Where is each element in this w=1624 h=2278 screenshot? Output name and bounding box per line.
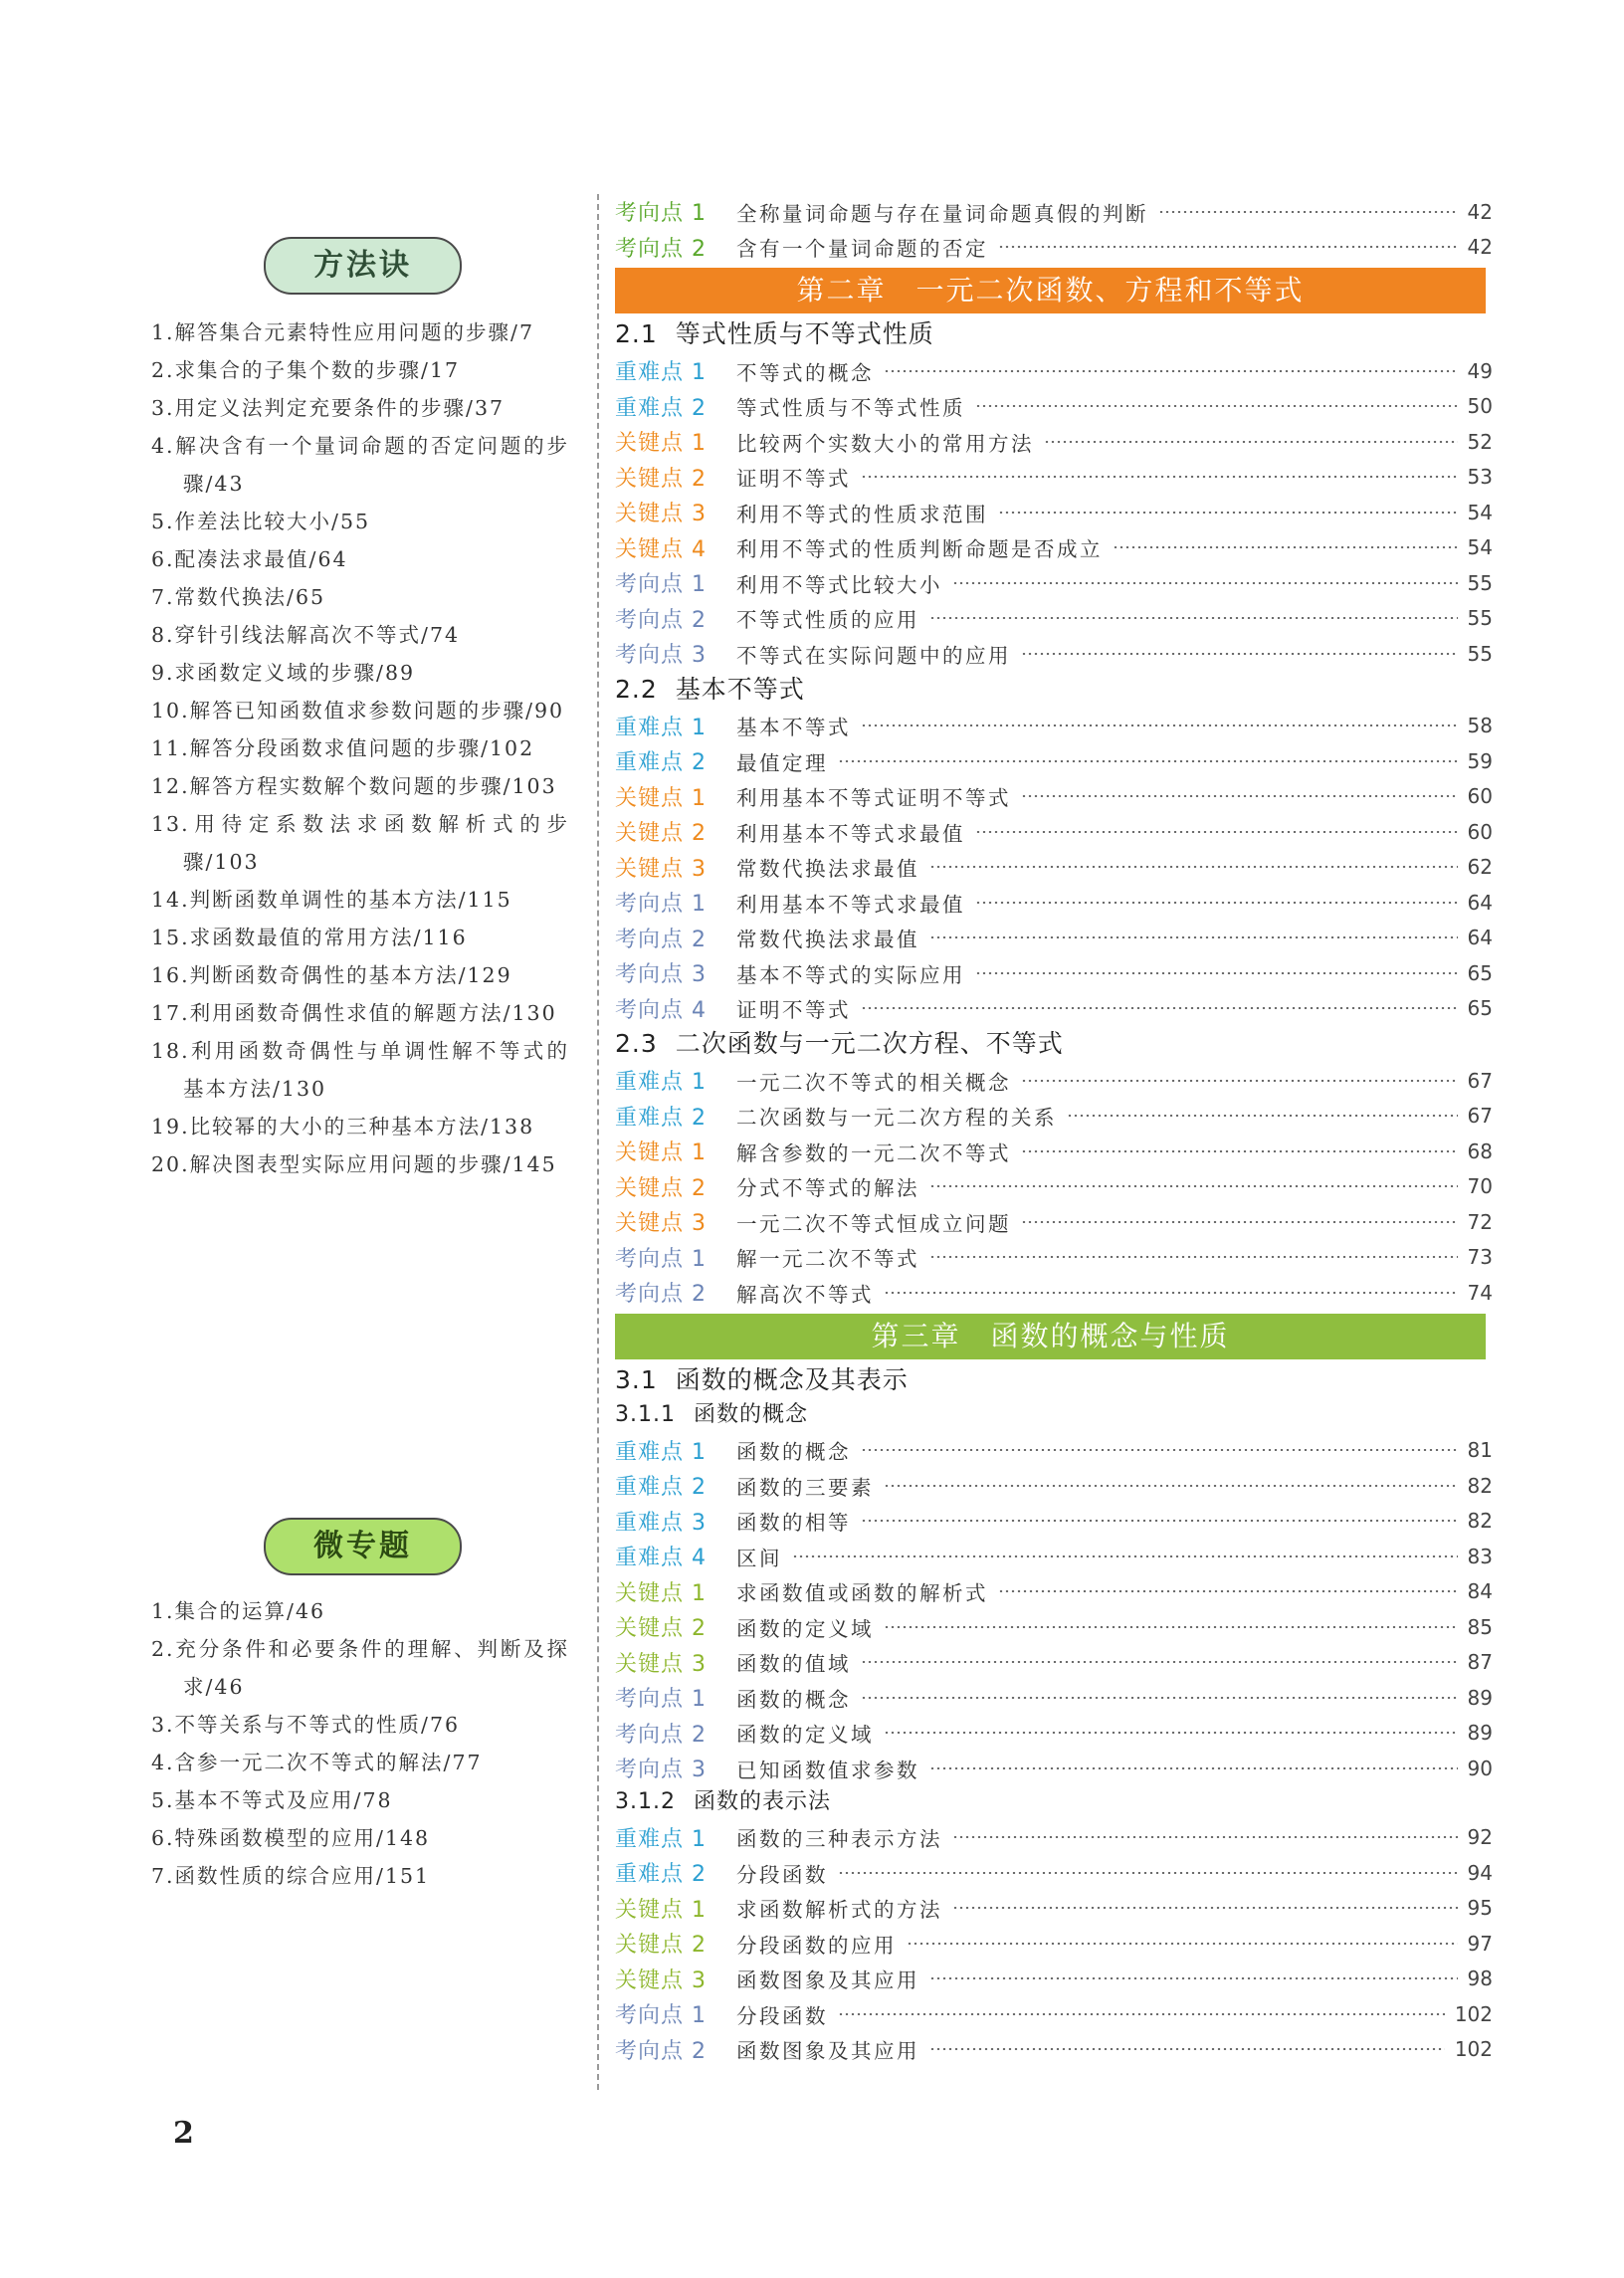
- toc-entry-title: 利用基本不等式证明不等式: [736, 786, 1011, 810]
- toc-entry[interactable]: [615, 1063, 1493, 1098]
- toc-entry-page: 58: [1467, 714, 1493, 737]
- dot-leader: [975, 902, 1458, 904]
- dot-leader: [792, 1555, 1458, 1557]
- section-title: 等式性质与不等式性质: [675, 319, 934, 348]
- toc-entry[interactable]: [615, 1716, 1493, 1751]
- dot-leader: [1158, 211, 1458, 213]
- page-number: 2: [173, 2116, 194, 2151]
- toc-entry-page: 84: [1467, 1579, 1493, 1603]
- toc-entry-title: 函数图象及其应用: [736, 2039, 919, 2063]
- toc-entry-page: 85: [1467, 1614, 1493, 1639]
- toc-entry-title: 利用基本不等式求最值: [736, 821, 965, 846]
- toc-entry[interactable]: [615, 1169, 1493, 1204]
- toc-entry-page: 64: [1467, 890, 1493, 915]
- dot-leader: [861, 1697, 1458, 1699]
- toc-entry[interactable]: [615, 1680, 1493, 1715]
- section-heading: [615, 672, 805, 708]
- dot-leader: [884, 370, 1458, 372]
- toc-entry-title: 利用基本不等式求最值: [736, 892, 965, 917]
- toc-entry-title: 全称量词命题与存在量词命题真假的判断: [736, 201, 1148, 226]
- dot-leader: [929, 1185, 1458, 1187]
- toc-entry-page: 81: [1467, 1438, 1493, 1462]
- toc-entry[interactable]: [615, 1204, 1493, 1239]
- toc-entry-title: 函数的概念: [736, 1440, 851, 1464]
- toc-entry-page: 60: [1467, 819, 1493, 844]
- toc-entry-tag: 关键点 3: [615, 1967, 707, 1993]
- toc-entry[interactable]: [615, 1891, 1493, 1926]
- dot-leader: [998, 512, 1458, 514]
- toc-entry-title: 比较两个实数大小的常用方法: [736, 431, 1034, 456]
- toc-entry[interactable]: [615, 1751, 1493, 1785]
- toc-entry-tag: 关键点 3: [615, 856, 707, 882]
- toc-entry-page: 102: [1454, 2001, 1493, 2026]
- toc-entry-title: 区间: [736, 1546, 782, 1570]
- toc-entry[interactable]: [615, 1574, 1493, 1609]
- toc-entry-tag: 关键点 1: [615, 1897, 707, 1923]
- list-item: 4.解决含有一个量词命题的否定问题的步骤/43: [151, 434, 569, 496]
- toc-entry-page: 89: [1467, 1685, 1493, 1710]
- toc-entry[interactable]: [615, 1240, 1493, 1275]
- toc-entry-tag: 考向点 2: [615, 1282, 707, 1307]
- toc-entry-title: 函数的概念: [736, 1687, 851, 1712]
- toc-entry-page: 52: [1467, 429, 1493, 454]
- toc-entry-page: 92: [1467, 1825, 1493, 1849]
- dot-leader: [884, 1292, 1458, 1294]
- list-item: 1.解答集合元素特性应用问题的步骤/7: [151, 320, 535, 344]
- list-item: 5.作差法比较大小/55: [151, 510, 371, 533]
- list-item: 5.基本不等式及应用/78: [151, 1788, 393, 1812]
- dot-leader: [884, 1626, 1458, 1628]
- toc-entry-tag: 关键点 1: [615, 785, 707, 811]
- dot-leader: [1021, 1080, 1458, 1082]
- toc-entry[interactable]: [615, 1099, 1493, 1134]
- toc-entry-page: 53: [1467, 465, 1493, 489]
- list-item: 10.解答已知函数值求参数问题的步骤/90: [151, 699, 565, 723]
- toc-entry-page: 73: [1467, 1245, 1493, 1269]
- toc-entry-tag: 关键点 2: [615, 1175, 707, 1201]
- toc-entry-tag: 重难点 2: [615, 1862, 707, 1887]
- list-item: 1.集合的运算/46: [151, 1599, 326, 1623]
- toc-entry-page: 65: [1467, 996, 1493, 1020]
- section-heading: [615, 1362, 909, 1398]
- dot-leader: [929, 2048, 1445, 2050]
- dot-leader: [884, 1485, 1458, 1487]
- toc-entry-title: 解高次不等式: [736, 1282, 874, 1307]
- dot-leader: [1021, 1150, 1458, 1152]
- toc-entry[interactable]: [615, 850, 1493, 885]
- section-title: 基本不等式: [675, 674, 805, 704]
- toc-entry-tag: 重难点 4: [615, 1546, 707, 1570]
- toc-entry-title: 含有一个量词命题的否定: [736, 237, 988, 261]
- toc-entry[interactable]: [615, 389, 1493, 424]
- toc-entry-page: 82: [1467, 1509, 1493, 1533]
- toc-entry-title: 一元二次不等式的相关概念: [736, 1070, 1011, 1095]
- dot-leader: [838, 760, 1458, 762]
- toc-entry[interactable]: [615, 1504, 1493, 1539]
- section-title: 函数的表示法: [693, 1788, 831, 1814]
- toc-entry-title: 证明不等式: [736, 467, 851, 491]
- toc-entry-page: 60: [1467, 784, 1493, 808]
- toc-entry-tag: 考向点 3: [615, 643, 707, 668]
- dot-leader: [861, 1007, 1458, 1009]
- toc-entry-page: 67: [1467, 1104, 1493, 1128]
- toc-entry-title: 基本不等式: [736, 716, 851, 739]
- toc-entry-tag: 关键点 3: [615, 502, 707, 526]
- method-list: [151, 313, 569, 1183]
- dot-leader: [929, 866, 1458, 868]
- list-item: 19.比较幂的大小的三种基本方法/138: [151, 1115, 535, 1139]
- dot-leader: [952, 1907, 1458, 1909]
- list-item: 3.用定义法判定充要条件的步骤/37: [151, 396, 506, 420]
- list-item: 6.配凑法求最值/64: [151, 547, 348, 571]
- list-item: 7.函数性质的综合应用/151: [151, 1864, 431, 1888]
- toc-entry-tag: 考向点 3: [615, 1758, 707, 1782]
- toc-entry-tag: 考向点 3: [615, 962, 707, 987]
- dot-leader: [929, 1767, 1458, 1769]
- section-title: 函数的概念: [693, 1401, 808, 1427]
- toc-entry[interactable]: [615, 1468, 1493, 1503]
- toc-entry[interactable]: [615, 1820, 1493, 1855]
- toc-entry[interactable]: [615, 460, 1493, 495]
- toc-entry-tag: 关键点 2: [615, 1933, 707, 1958]
- section-number: 2.1: [615, 319, 658, 348]
- toc-entry-tag: 重难点 2: [615, 1105, 707, 1131]
- subsection-heading: [615, 1399, 808, 1431]
- list-item: 17.利用函数奇偶性求值的解题方法/130: [151, 1001, 557, 1025]
- toc-entry[interactable]: [615, 194, 1493, 229]
- section-number: 2.3: [615, 1029, 658, 1058]
- dot-leader: [929, 617, 1458, 619]
- dot-leader: [861, 1449, 1458, 1451]
- toc-entry-tag: 重难点 1: [615, 1070, 707, 1095]
- toc-entry-page: 67: [1467, 1068, 1493, 1093]
- toc-entry[interactable]: [615, 530, 1493, 565]
- toc-entry-tag: 关键点 3: [615, 1211, 707, 1236]
- dot-leader: [838, 2013, 1445, 2015]
- toc-entry-page: 64: [1467, 926, 1493, 949]
- chapter-banner: 第二章 一元二次函数、方程和不等式: [615, 268, 1486, 313]
- toc-entry-page: 49: [1467, 358, 1493, 383]
- dot-leader: [884, 1732, 1458, 1734]
- toc-entry[interactable]: [615, 565, 1493, 600]
- dot-leader: [975, 831, 1458, 833]
- toc-entry-title: 函数的定义域: [736, 1616, 874, 1641]
- dot-leader: [1067, 1115, 1458, 1117]
- toc-entry[interactable]: [615, 424, 1493, 459]
- toc-column: [597, 194, 1554, 2090]
- list-item: 18.利用函数奇偶性与单调性解不等式的基本方法/130: [151, 1039, 569, 1101]
- toc-entry-title: 一元二次不等式恒成立问题: [736, 1211, 1011, 1236]
- toc-entry-tag: 考向点 2: [615, 1722, 707, 1748]
- toc-entry[interactable]: [615, 353, 1493, 388]
- section-number: 2.2: [615, 674, 658, 704]
- dot-leader: [975, 972, 1458, 974]
- toc-entry-page: 83: [1467, 1544, 1493, 1568]
- dot-leader: [929, 1977, 1458, 1979]
- toc-entry-tag: 考向点 2: [615, 927, 707, 952]
- toc-entry-page: 42: [1467, 199, 1493, 224]
- toc-entry[interactable]: [615, 2032, 1493, 2067]
- method-section-title: 方法诀: [264, 237, 462, 295]
- dot-leader: [861, 1661, 1458, 1663]
- toc-entry-tag: 重难点 1: [615, 1439, 707, 1465]
- toc-entry-title: 证明不等式: [736, 998, 851, 1022]
- toc-entry[interactable]: [615, 230, 1493, 265]
- dot-leader: [861, 1520, 1458, 1522]
- section-heading: [615, 316, 934, 352]
- list-item: 15.求函数最值的常用方法/116: [151, 926, 468, 949]
- toc-entry-title: 分式不等式的解法: [736, 1176, 919, 1200]
- list-item: 4.含参一元二次不等式的解法/77: [151, 1751, 483, 1774]
- toc-entry-tag: 关键点 1: [615, 1140, 707, 1165]
- toc-entry-title: 常数代换法求最值: [736, 928, 919, 951]
- toc-entry-page: 55: [1467, 606, 1493, 630]
- toc-entry[interactable]: [615, 991, 1493, 1026]
- toc-entry[interactable]: [615, 1996, 1493, 2031]
- toc-entry[interactable]: [615, 921, 1493, 955]
- toc-entry[interactable]: [615, 1962, 1493, 1996]
- toc-entry-title: 已知函数值求参数: [736, 1758, 919, 1782]
- toc-entry[interactable]: [615, 1275, 1493, 1310]
- toc-entry-page: 102: [1454, 2037, 1493, 2061]
- section-heading: [615, 1026, 1064, 1062]
- toc-entry-title: 求函数值或函数的解析式: [736, 1581, 988, 1605]
- list-item: 8.穿针引线法解高次不等式/74: [151, 623, 461, 647]
- toc-entry-tag: 关键点 2: [615, 821, 707, 846]
- toc-entry-tag: 关键点 3: [615, 1651, 707, 1677]
- toc-entry-title: 不等式在实际问题中的应用: [736, 643, 1011, 668]
- toc-entry-title: 函数的三要素: [736, 1475, 874, 1500]
- toc-entry-tag: 重难点 1: [615, 1826, 707, 1852]
- toc-entry-page: 55: [1467, 641, 1493, 666]
- toc-entry[interactable]: [615, 1926, 1493, 1961]
- dot-leader: [929, 936, 1458, 938]
- toc-entry-title: 函数的三种表示方法: [736, 1827, 942, 1851]
- list-item: 12.解答方程实数解个数问题的步骤/103: [151, 774, 557, 798]
- dot-leader: [1044, 441, 1458, 443]
- topic-list: [151, 1592, 569, 1895]
- toc-entry-title: 求函数解析式的方法: [736, 1898, 942, 1922]
- toc-entry-tag: 关键点 2: [615, 466, 707, 492]
- toc-entry-title: 解一元二次不等式: [736, 1247, 919, 1271]
- toc-entry-page: 74: [1467, 1280, 1493, 1305]
- toc-entry-page: 87: [1467, 1650, 1493, 1674]
- toc-entry-page: 89: [1467, 1721, 1493, 1745]
- toc-entry-page: 55: [1467, 570, 1493, 595]
- toc-entry-title: 二次函数与一元二次方程的关系: [736, 1106, 1057, 1130]
- list-item: 16.判断函数奇偶性的基本方法/129: [151, 963, 512, 987]
- toc-entry[interactable]: [615, 743, 1493, 778]
- list-item: 7.常数代换法/65: [151, 585, 326, 609]
- dot-leader: [929, 1256, 1458, 1258]
- toc-entry-title: 利用不等式的性质求范围: [736, 502, 988, 526]
- dot-leader: [952, 1836, 1458, 1838]
- toc-entry-page: 72: [1467, 1209, 1493, 1234]
- toc-entry-tag: 关键点 2: [615, 1616, 707, 1641]
- dot-leader: [952, 582, 1458, 584]
- dot-leader: [1021, 795, 1458, 797]
- toc-entry[interactable]: [615, 601, 1493, 636]
- toc-entry[interactable]: [615, 709, 1493, 743]
- toc-entry-page: 42: [1467, 235, 1493, 259]
- toc-entry-title: 不等式的概念: [736, 360, 874, 385]
- toc-entry-title: 常数代换法求最值: [736, 857, 919, 881]
- toc-entry-page: 54: [1467, 500, 1493, 524]
- toc-entry-title: 函数图象及其应用: [736, 1968, 919, 1992]
- toc-entry-tag: 考向点 4: [615, 997, 707, 1023]
- toc-entry[interactable]: [615, 779, 1493, 814]
- list-item: 3.不等关系与不等式的性质/76: [151, 1713, 461, 1737]
- toc-entry-title: 分段函数: [736, 1862, 828, 1887]
- section-number: 3.1.1: [615, 1401, 676, 1427]
- dot-leader: [975, 405, 1458, 407]
- toc-entry-title: 函数的相等: [736, 1511, 851, 1535]
- toc-entry-title: 解含参数的一元二次不等式: [736, 1140, 1011, 1165]
- toc-entry-tag: 考向点 1: [615, 892, 707, 917]
- list-item: 6.特殊函数模型的应用/148: [151, 1826, 431, 1850]
- toc-entry-title: 函数的定义域: [736, 1723, 874, 1747]
- dot-leader: [1113, 546, 1458, 548]
- section-title: 二次函数与一元二次方程、不等式: [675, 1029, 1064, 1058]
- toc-entry-tag: 考向点 1: [615, 1246, 707, 1272]
- dot-leader: [838, 1872, 1458, 1874]
- toc-entry[interactable]: [615, 1645, 1493, 1680]
- toc-entry-page: 62: [1467, 855, 1493, 879]
- toc-entry-tag: 重难点 2: [615, 395, 707, 421]
- toc-entry-title: 不等式性质的应用: [736, 608, 919, 632]
- chapter-banner: 第三章 函数的概念与性质: [615, 1314, 1486, 1359]
- dot-leader: [861, 725, 1458, 726]
- toc-entry-title: 利用不等式的性质判断命题是否成立: [736, 537, 1103, 561]
- list-item: 13.用待定系数法求函数解析式的步骤/103: [151, 812, 569, 874]
- toc-entry-tag: 考向点 2: [615, 2038, 707, 2064]
- toc-entry-title: 分段函数: [736, 2003, 828, 2028]
- toc-entry-tag: 考向点 2: [615, 236, 707, 262]
- toc-entry-tag: 重难点 2: [615, 750, 707, 775]
- toc-entry-page: 82: [1467, 1473, 1493, 1498]
- toc-entry-title: 利用不等式比较大小: [736, 572, 942, 597]
- toc-entry[interactable]: [615, 814, 1493, 849]
- toc-entry-tag: 考向点 1: [615, 201, 707, 226]
- dot-leader: [998, 246, 1458, 248]
- section-title: 函数的概念及其表示: [675, 1364, 909, 1394]
- list-item: 2.求集合的子集个数的步骤/17: [151, 358, 461, 382]
- toc-entry[interactable]: [615, 636, 1493, 671]
- toc-entry-tag: 重难点 1: [615, 715, 707, 740]
- list-item: 2.充分条件和必要条件的理解、判断及探求/46: [151, 1637, 569, 1699]
- dot-leader: [998, 1590, 1458, 1592]
- toc-entry-tag: 关键点 4: [615, 536, 707, 562]
- list-item: 14.判断函数单调性的基本方法/115: [151, 888, 512, 912]
- toc-entry-tag: 重难点 3: [615, 1510, 707, 1536]
- toc-entry[interactable]: [615, 1433, 1493, 1468]
- toc-entry-title: 分段函数的应用: [736, 1933, 897, 1958]
- toc-entry-tag: 关键点 1: [615, 431, 707, 456]
- topic-section-title: 微专题: [264, 1518, 462, 1575]
- section-number: 3.1.2: [615, 1788, 676, 1814]
- toc-entry-tag: 关键点 1: [615, 1580, 707, 1606]
- list-item: 20.解决图表型实际应用问题的步骤/145: [151, 1152, 557, 1176]
- toc-entry[interactable]: [615, 885, 1493, 920]
- toc-entry-page: 59: [1467, 748, 1493, 773]
- toc-entry-title: 函数的值域: [736, 1652, 851, 1676]
- toc-entry-page: 90: [1467, 1756, 1493, 1780]
- dot-leader: [861, 476, 1458, 478]
- toc-entry[interactable]: [615, 1134, 1493, 1168]
- toc-entry-tag: 重难点 1: [615, 360, 707, 385]
- toc-entry-page: 65: [1467, 960, 1493, 985]
- left-column: [0, 0, 597, 2278]
- list-item: 9.求函数定义域的步骤/89: [151, 661, 416, 685]
- toc-entry[interactable]: [615, 1855, 1493, 1890]
- toc-entry-tag: 考向点 1: [615, 2003, 707, 2028]
- toc-entry-page: 68: [1467, 1139, 1493, 1163]
- toc-entry-title: 最值定理: [736, 750, 828, 775]
- toc-entry-page: 70: [1467, 1174, 1493, 1198]
- dot-leader: [907, 1943, 1458, 1945]
- toc-entry[interactable]: [615, 1609, 1493, 1644]
- toc-entry-tag: 考向点 1: [615, 572, 707, 597]
- toc-entry-tag: 考向点 1: [615, 1687, 707, 1712]
- dot-leader: [1021, 1221, 1458, 1223]
- list-item: 11.解答分段函数求值问题的步骤/102: [151, 736, 535, 760]
- toc-entry-tag: 重难点 2: [615, 1475, 707, 1500]
- toc-entry-page: 54: [1467, 535, 1493, 559]
- section-number: 3.1: [615, 1364, 658, 1394]
- toc-entry-page: 98: [1467, 1967, 1493, 1990]
- toc-entry[interactable]: [615, 1539, 1493, 1573]
- toc-entry[interactable]: [615, 495, 1493, 529]
- toc-entry-tag: 考向点 2: [615, 607, 707, 633]
- toc-entry-title: 基本不等式的实际应用: [736, 962, 965, 987]
- toc-entry-title: 等式性质与不等式性质: [736, 396, 965, 420]
- toc-entry[interactable]: [615, 955, 1493, 990]
- toc-entry-page: 97: [1467, 1931, 1493, 1956]
- subsection-heading: [615, 1786, 831, 1818]
- dot-leader: [1021, 653, 1458, 655]
- toc-entry-page: 95: [1467, 1896, 1493, 1920]
- toc-entry-page: 94: [1467, 1860, 1493, 1885]
- toc-entry-page: 50: [1467, 394, 1493, 418]
